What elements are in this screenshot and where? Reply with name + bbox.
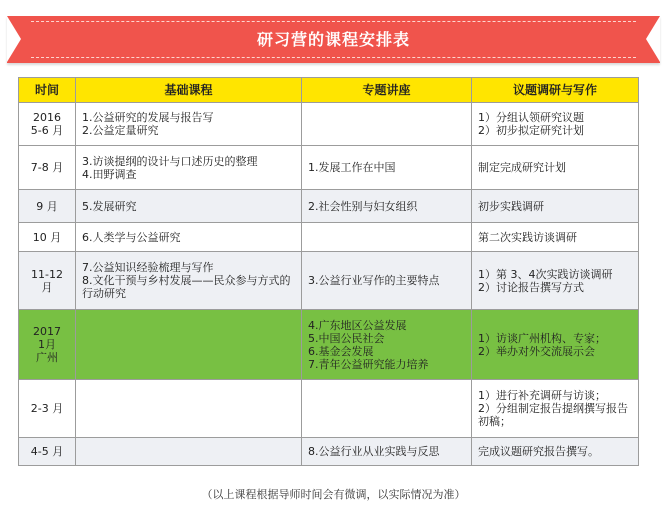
table-row <box>19 223 639 252</box>
cell-time-line: 9 月 <box>36 199 58 213</box>
cell-basic-line: 6.人类学与公益研究 <box>82 230 181 244</box>
cell-time <box>19 310 76 380</box>
cell-time-line: 11-12 <box>31 267 63 281</box>
cell-basic <box>76 310 302 380</box>
cell-lecture <box>302 146 472 190</box>
cell-lecture <box>302 438 472 466</box>
cell-time-line: 2016 <box>33 111 61 124</box>
cell-research <box>472 190 639 223</box>
cell-basic <box>76 252 302 310</box>
cell-research <box>472 310 639 380</box>
cell-time <box>19 438 76 466</box>
cell-time <box>19 223 76 252</box>
page-title: 研习营的课程安排表 <box>256 30 410 49</box>
cell-basic <box>76 223 302 252</box>
cell-research-line: 1）进行补充调研与访谈； <box>478 389 606 402</box>
cell-lecture <box>302 190 472 223</box>
header-research-writing: 议题调研与写作 <box>472 78 639 103</box>
cell-basic-line: 4.田野调查 <box>82 167 137 181</box>
cell-basic <box>76 190 302 223</box>
table-row <box>19 310 639 380</box>
cell-lecture-line: 8.公益行业从业实践与反思 <box>308 445 440 458</box>
cell-research-line: 完成议题研究报告撰写。 <box>478 445 599 458</box>
cell-time <box>19 190 76 223</box>
cell-research-line: 初步实践调研 <box>478 199 544 213</box>
title-ribbon <box>7 16 660 63</box>
cell-research-line: 制定完成研究计划 <box>478 161 566 174</box>
cell-research <box>472 438 639 466</box>
cell-time <box>19 146 76 190</box>
cell-research <box>472 103 639 146</box>
cell-time-line: 7-8 月 <box>30 161 64 174</box>
table-header-row <box>19 78 639 103</box>
footnote: （以上课程根据导师时间会有微调，以实际情况为准） <box>201 488 466 501</box>
cell-lecture <box>302 103 472 146</box>
cell-basic-line: 8.文化干预与乡村发展——民众参与方式的行动研究 <box>82 274 291 300</box>
cell-lecture <box>302 310 472 380</box>
cell-time-line: 广州 <box>36 351 58 364</box>
table-row <box>19 103 639 146</box>
cell-basic-line: 3.访谈提纲的设计与口述历史的整理 <box>82 154 258 168</box>
cell-basic <box>76 438 302 466</box>
cell-research-line: 1）分组认领研究议题 <box>478 111 584 124</box>
cell-time-line: 4-5 月 <box>30 445 64 458</box>
cell-time-line: 2-3 月 <box>30 402 64 415</box>
cell-research-line: 2）讨论报告撰写方式 <box>478 280 584 294</box>
cell-time <box>19 380 76 438</box>
cell-time-line: 10 月 <box>32 230 62 244</box>
cell-research-line: 2）分组制定报告提纲撰写报告初稿； <box>478 402 628 428</box>
cell-time-line: 1月 <box>38 338 56 351</box>
cell-basic <box>76 146 302 190</box>
cell-lecture-line: 5.中国公民社会 <box>308 331 385 345</box>
cell-research-line: 2）举办对外交流展示会 <box>478 344 595 358</box>
table-row <box>19 190 639 223</box>
cell-basic-line: 2.公益定量研究 <box>82 124 159 137</box>
cell-research <box>472 380 639 438</box>
cell-research <box>472 146 639 190</box>
header-basic-course: 基础课程 <box>76 78 302 103</box>
cell-research <box>472 252 639 310</box>
cell-research <box>472 223 639 252</box>
cell-lecture-line: 3.公益行业写作的主要特点 <box>308 274 440 287</box>
cell-lecture <box>302 380 472 438</box>
cell-basic-line: 5.发展研究 <box>82 199 137 213</box>
cell-research-line: 1）访谈广州机构、专家； <box>478 331 606 345</box>
header-lecture: 专题讲座 <box>302 78 472 103</box>
cell-research-line: 第二次实践访谈调研 <box>478 230 577 244</box>
cell-lecture-line: 1.发展工作在中国 <box>308 161 396 174</box>
cell-lecture-line: 7.青年公益研究能力培养 <box>308 357 429 371</box>
cell-research-line: 2）初步拟定研究计划 <box>478 124 584 137</box>
table-row <box>19 438 639 466</box>
cell-lecture <box>302 223 472 252</box>
table-row <box>19 146 639 190</box>
cell-time-line: 2017 <box>33 325 61 338</box>
schedule-table <box>18 77 639 466</box>
table-row <box>19 380 639 438</box>
cell-basic <box>76 103 302 146</box>
cell-time <box>19 252 76 310</box>
header-time: 时间 <box>19 78 76 103</box>
cell-research-line: 1）第 3、4次实践访谈调研 <box>478 267 613 281</box>
cell-lecture-line: 2.社会性别与妇女组织 <box>308 199 418 213</box>
table-row <box>19 252 639 310</box>
cell-lecture <box>302 252 472 310</box>
cell-time <box>19 103 76 146</box>
cell-basic-line: 1.公益研究的发展与报告写 <box>82 111 214 124</box>
title-banner <box>7 16 660 63</box>
cell-lecture-line: 4.广东地区公益发展 <box>308 318 407 332</box>
cell-basic-line: 7.公益知识经验梳理与写作 <box>82 261 214 274</box>
cell-time-line: 5-6 月 <box>30 124 64 137</box>
cell-time-line: 月 <box>41 280 53 294</box>
cell-lecture-line: 6.基金会发展 <box>308 344 374 358</box>
cell-basic <box>76 380 302 438</box>
